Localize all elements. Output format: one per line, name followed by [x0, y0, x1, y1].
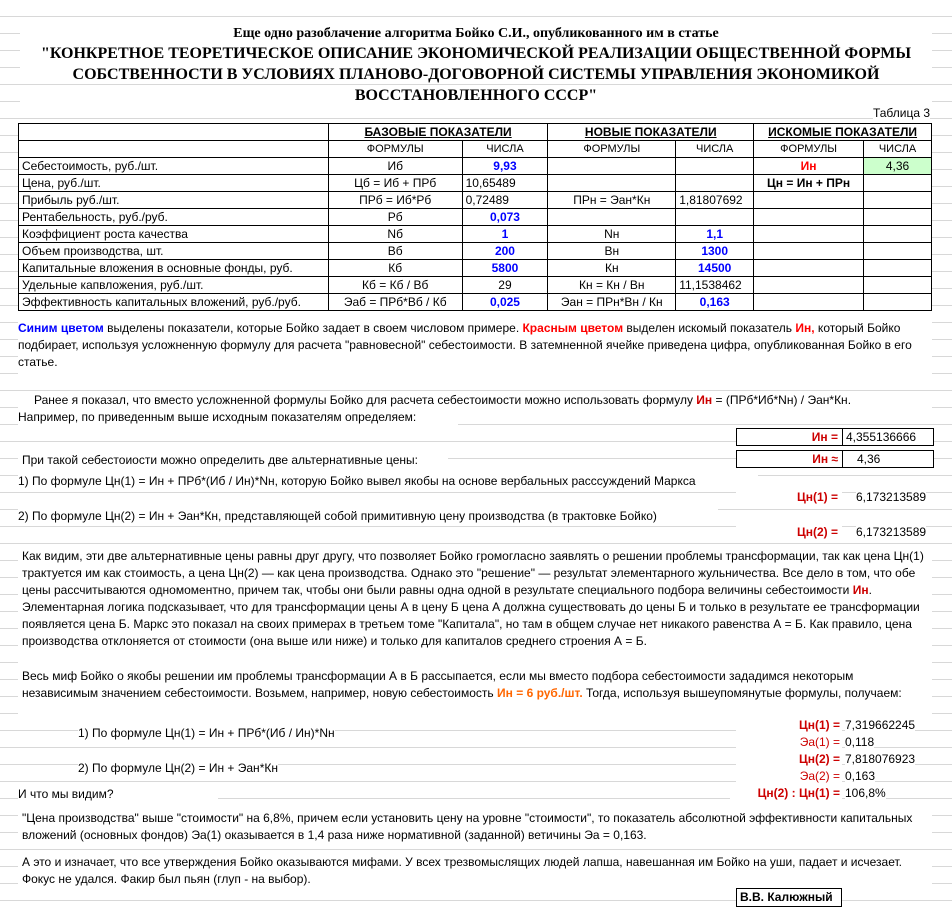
- new-value: [676, 175, 754, 192]
- new-formula: ПРн = Эан*Кн: [548, 192, 676, 209]
- table-row: [19, 277, 932, 294]
- base-formula: Рб: [328, 209, 462, 226]
- group-base-header: БАЗОВЫЕ ПОКАЗАТЕЛИ: [328, 124, 548, 141]
- new-formula: [548, 158, 676, 175]
- table-row: [19, 260, 932, 277]
- indicators-table: [18, 123, 932, 311]
- sought-formula: [754, 277, 864, 294]
- para1-in: Ин: [852, 583, 869, 597]
- title-line-1: Еще одно разоблачение алгоритма Бойко С.И., опубликованного им в статье: [20, 26, 932, 42]
- new-numbers-header: ЧИСЛА: [676, 141, 754, 158]
- new-formula: Кн: [548, 260, 676, 277]
- e2-value: 0,163: [845, 769, 876, 783]
- new-value: [676, 158, 754, 175]
- c2-label: Цн(2) =: [736, 752, 842, 766]
- base-value: 1: [462, 226, 548, 243]
- signature: В.В. Калюжный: [736, 888, 842, 907]
- e1-label: Эа(1) =: [736, 735, 842, 749]
- in-approx-label: Ин ≈: [736, 450, 842, 468]
- sought-value: 4,36: [864, 158, 932, 175]
- new-value: 1,1: [676, 226, 754, 243]
- row-name: Рентабельность, руб./руб.: [19, 209, 329, 226]
- color-legend-note: [18, 320, 932, 374]
- sought-value: [864, 209, 932, 226]
- base-value: 0,073: [462, 209, 548, 226]
- note-blue-text: Синим цветом: [18, 321, 104, 335]
- base-numbers-header: ЧИСЛА: [462, 141, 548, 158]
- base-formula: Эаб = ПРб*Вб / Кб: [328, 294, 462, 311]
- formula-2-text: 2) По формуле Цн(2) = Ин + Эан*Кн, представляющей собой примитивную цену производства (в трактовке Бойко): [18, 508, 718, 525]
- sought-formula: [754, 226, 864, 243]
- intro-in: Ин: [696, 393, 713, 407]
- row-name: Эффективность капитальных вложений, руб./руб.: [19, 294, 329, 311]
- base-formula: Nб: [328, 226, 462, 243]
- new-formula: [548, 175, 676, 192]
- c1-value: 7,319662245: [845, 718, 916, 732]
- sought-value: [864, 260, 932, 277]
- formula-1-text: 1) По формуле Цн(1) = Ин + ПРб*(Иб / Ин)*Nн, которую Бойко вывел якобы на основе вербальных расссуждений Маркса: [18, 473, 758, 490]
- sought-value: [864, 243, 932, 260]
- base-value: 0,72489: [462, 192, 548, 209]
- intro-line-2: Например, по приведенным выше исходным показателям определяем:: [18, 409, 458, 426]
- row-name: Себестоимость, руб./шт.: [19, 158, 329, 175]
- base-formula: Кб: [328, 260, 462, 277]
- intro-line-1: [18, 392, 932, 409]
- sought-formula: [754, 243, 864, 260]
- para1-a: Как видим, эти две альтернативные цены равны друг другу, что позволяет Бойко громогласно заявлять о решении проблемы трансформации, так как цена Цн(1) трактуется им как стоимость, а цена Цн(2) — как цена производства. Однако это "решение" — результат элементарного жульничества. Все дело в том, что обе цены рассчитываются одномоментно, причем так, чтобы они были равны одна одной в результате специального подбора величины себестоимости: [22, 549, 924, 597]
- base-value: 10,65489: [462, 175, 548, 192]
- paragraph-trickery: [18, 548, 932, 667]
- sought-formula: Цн = Ин + ПРн: [754, 175, 864, 192]
- base-formula: Цб = Иб + ПРб: [328, 175, 462, 192]
- group-new-header: НОВЫЕ ПОКАЗАТЕЛИ: [548, 124, 754, 141]
- in-label: Ин =: [736, 428, 842, 446]
- calc2-formula-2: 2) По формуле Цн(2) = Ин + Эан*Кн: [78, 761, 278, 775]
- row-name: Прибыль руб./шт.: [19, 192, 329, 209]
- paragraph-myth: [18, 668, 932, 719]
- f1-value: 6,173213589: [856, 490, 927, 504]
- c2-value: 7,818076923: [845, 752, 916, 766]
- e1-value: 0,118: [845, 735, 875, 749]
- note-text-a: выделены показатели, которые Бойко задает в своем числовом примере.: [103, 321, 523, 335]
- in-value: 4,355136666: [842, 428, 934, 446]
- f1-label: Цн(1) =: [736, 490, 842, 507]
- sought-value: [864, 226, 932, 243]
- intro-a: Ранее я показал, что вместо усложненной формулы Бойко для расчета себестоимости можно использовать формулу: [34, 393, 697, 407]
- note-red-in: Ин,: [795, 321, 815, 335]
- base-value: 0,025: [462, 294, 548, 311]
- sought-formulas-header: ФОРМУЛЫ: [754, 141, 864, 158]
- table-row: [19, 243, 932, 260]
- base-value: 200: [462, 243, 548, 260]
- f2-label: Цн(2) =: [736, 525, 842, 542]
- base-formulas-header: ФОРМУЛЫ: [328, 141, 462, 158]
- f2-value: 6,173213589: [856, 525, 927, 539]
- new-formulas-header: ФОРМУЛЫ: [548, 141, 676, 158]
- question-text: И что мы видим?: [18, 786, 218, 803]
- new-formula: Эан = ПРн*Вн / Кн: [548, 294, 676, 311]
- row-name: Капитальные вложения в основные фонды, руб.: [19, 260, 329, 277]
- group-sought-header: ИСКОМЫЕ ПОКАЗАТЕЛИ: [754, 124, 932, 141]
- paragraph-production-price: "Цена производства" выше "стоимости" на 6,8%, причем если установить цену на уровне "стоимости", то показатель абсолютной эффективности капитальных вложений (основных фондов) Эа(1) оказывается в 1,4 раза ниже нормативной (заданной) ветичины Эа = 0,163.: [18, 810, 932, 844]
- title-line-2: "КОНКРЕТНОЕ ТЕОРЕТИЧЕСКОЕ ОПИСАНИЕ ЭКОНОМИЧЕСКОЙ РЕАЛИЗАЦИИ ОБЩЕСТВЕННОЙ ФОРМЫ: [20, 45, 932, 63]
- new-value: 1,81807692: [676, 192, 754, 209]
- alt-prices-text: При такой себестоиости можно определить две альтернативные цены:: [18, 452, 448, 469]
- para2-a: Весь миф Бойко о якобы решении им проблемы трансформации А в Б рассыпается, если мы вместо подбора себестоимости зададимся некоторым независимым значением себестоимости. Возьмем, например, новую себестоимость: [22, 669, 854, 700]
- new-formula: Вн: [548, 243, 676, 260]
- new-value: 0,163: [676, 294, 754, 311]
- paragraph-conclusion: А это и изначает, что все утверждения Бойко оказываются мифами. У всех трезвомыслящих людей лапша, навешанная им Бойко на уши, падает и исчезает. Фокус не удался. Факир был пьян (глуп - на выбор).: [18, 854, 932, 888]
- table-row: [19, 209, 932, 226]
- note-red-text: Красным цветом: [522, 321, 624, 335]
- title-line-3: СОБСТВЕННОСТИ В УСЛОВИЯХ ПЛАНОВО-ДОГОВОРНОЙ СИСТЕМЫ УПРАВЛЕНИЯ ЭКОНОМИКОЙ: [20, 66, 932, 84]
- sought-formula: [754, 260, 864, 277]
- new-formula: [548, 209, 676, 226]
- base-value: 29: [462, 277, 548, 294]
- sought-formula: [754, 294, 864, 311]
- new-value: 14500: [676, 260, 754, 277]
- row-name: Объем производства, шт.: [19, 243, 329, 260]
- new-formula: Кн = Кн / Вн: [548, 277, 676, 294]
- base-value: 9,93: [462, 158, 548, 175]
- ratio-label: Цн(2) : Цн(1) =: [730, 786, 842, 800]
- base-formula: ПРб = Иб*Рб: [328, 192, 462, 209]
- title-line-4: ВОССТАНОВЛЕННОГО СССР": [20, 87, 932, 105]
- new-value: 1300: [676, 243, 754, 260]
- sought-value: [864, 175, 932, 192]
- intro-b: = (ПРб*Иб*Nн) / Эан*Кн.: [712, 393, 852, 407]
- table-label: Таблица 3: [872, 106, 930, 120]
- c1-label: Цн(1) =: [736, 718, 842, 732]
- sought-numbers-header: ЧИСЛА: [864, 141, 932, 158]
- e2-label: Эа(2) =: [736, 769, 842, 783]
- ratio-value: 106,8%: [845, 786, 886, 800]
- sought-formula: Ин: [754, 158, 864, 175]
- sub-corner-cell: [19, 141, 329, 158]
- row-name: Цена, руб./шт.: [19, 175, 329, 192]
- note-text-b: выделен искомый показатель: [623, 321, 796, 335]
- base-value: 5800: [462, 260, 548, 277]
- row-name: Коэффициент роста качества: [19, 226, 329, 243]
- new-formula: Nн: [548, 226, 676, 243]
- sought-formula: [754, 192, 864, 209]
- table-row: [19, 175, 932, 192]
- new-value: 11,1538462: [676, 277, 754, 294]
- sought-formula: [754, 209, 864, 226]
- base-formula: Кб = Кб / Вб: [328, 277, 462, 294]
- calc2-formula-1: 1) По формуле Цн(1) = Ин + ПРб*(Иб / Ин)*Nн: [78, 726, 335, 740]
- base-formula: Вб: [328, 243, 462, 260]
- note-text-c: который Бойко подбирает, используя усложненную формулу для расчета "равновесной" себестоимости. В затемненной ячейке приведена цифра, опубликованная Бойко в его статье.: [18, 321, 912, 369]
- table-row: [19, 294, 932, 311]
- sought-value: [864, 277, 932, 294]
- table-row: [19, 158, 932, 175]
- para1-b: . Элементарная логика подсказывает, что для трансформации цены А в цену Б цена А должна существовать до цены Б и только в результате ее трансформации появляется цена Б. Маркс это показал на своих примерах в третьем томе "Капитала", но там в общем случае нет никакого равенства А = Б. Как правило, цена производства отклоняется от стоимости (она выше или ниже) и только для капиталов среднего строения А = Б.: [22, 583, 920, 648]
- corner-cell: [19, 124, 329, 141]
- sought-value: [864, 294, 932, 311]
- base-formula: Иб: [328, 158, 462, 175]
- para2-b: Тогда, используя вышеупомянутые формулы, получаем:: [582, 686, 902, 700]
- row-name: Удельные капвложения, руб./шт.: [19, 277, 329, 294]
- table-row: [19, 192, 932, 209]
- para2-highlight: Ин = 6 руб./шт.: [497, 686, 583, 700]
- new-value: [676, 209, 754, 226]
- table-row: [19, 226, 932, 243]
- sought-value: [864, 192, 932, 209]
- in-approx-value: 4,36: [842, 450, 934, 468]
